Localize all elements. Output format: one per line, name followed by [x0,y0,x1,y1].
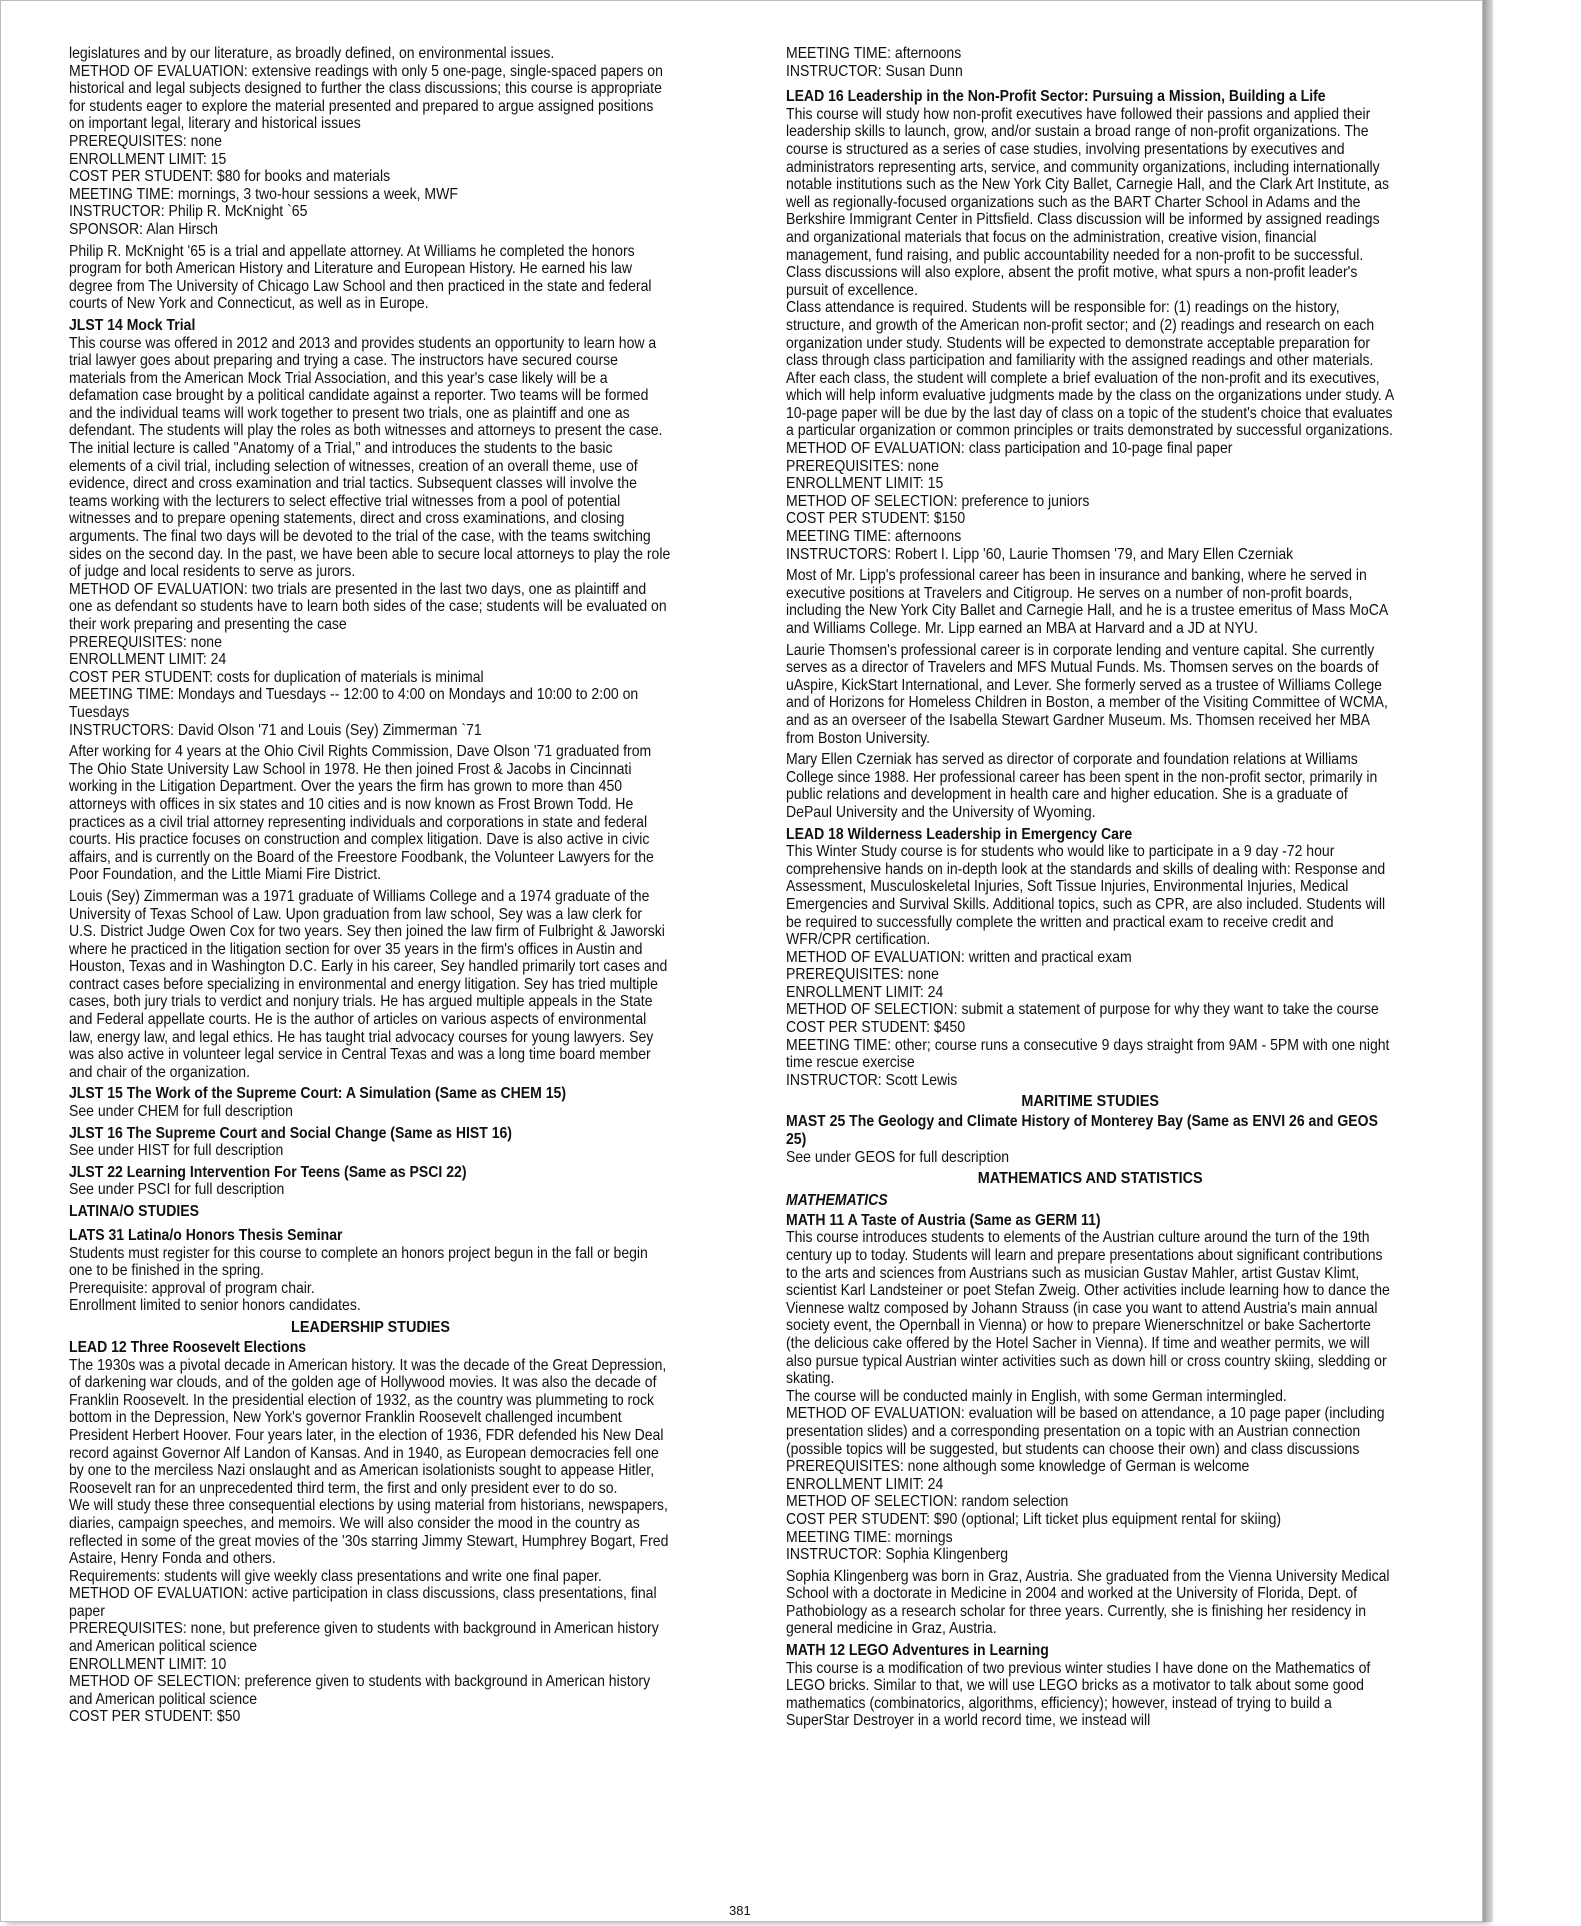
course-block-lead16 [786,106,1394,563]
field-meeting: MEETING TIME: Mondays and Tuesdays -- 12:00 to 4:00 on Mondays and 10:00 to 2:00 on Tuesdays [69,686,639,721]
course-title-math11: MATH 11 A Taste of Austria (Same as GERM 11) [786,1211,1101,1229]
intro-block [69,45,672,239]
field-meeting: MEETING TIME: afternoons [786,528,962,546]
intro-text: legislatures and by our literature, as broadly defined, on environmental issues. [69,45,555,62]
section-heading-leadership: LEADERSHIP STUDIES [291,1318,450,1336]
course-title-lead16: LEAD 16 Leadership in the Non-Profit Sector: Pursuing a Mission, Building a Life [786,88,1326,106]
field-enrollment: ENROLLMENT LIMIT: 10 [69,1655,227,1673]
field-cost: COST PER STUDENT: $450 [786,1019,966,1037]
field-enrollment: ENROLLMENT LIMIT: 24 [786,1475,944,1493]
field-instructors: INSTRUCTORS: David Olson '71 and Louis (Sey) Zimmerman `71 [69,721,482,739]
instructor-bio: Laurie Thomsen's professional career is in corporate lending and venture capital. She currently serves as a director of Travelers and MFS Mutual Funds. Ms. Thomsen serves on the boards of uAspire, KickStart International, and Lever. She formerly served as a trustee of Williams College and of Horizons for Homeless Children in Boston, a member of the Visiting Committee of WCMA, and as an overseer of the Isabella Stewart Gardner Museum. Ms. Thomsen received her MBA from Boston University. [786,641,1388,747]
field-selection: METHOD OF SELECTION: submit a statement of purpose for why they want to take the course [786,1001,1379,1019]
course-description: This course introduces students to elements of the Austrian culture around the turn of the 19th century up to today. Students will learn and prepare presentations about significant contributions to the arts and sciences from Austrians such as musician Gustav Mahler, artist Gustav Klimt, scientist Karl Landsteiner or poet Stefan Zweig. Other activities include learning how to dance the Viennese waltz composed by Johann Strauss (in case you want to attend Austria's main annual society event, the Opernball in Vienna) or how to prepare Wienerschnitzel or bake Sachertorte (the delicious cake offered by the Hotel Sacher in Vienna). If time and weather permits, we will also pursue typical Austrian winter activities such as down hill or cross country skiing, sledding or skating. [786,1229,1390,1388]
course-block-jlst14 [69,335,672,740]
field-prerequisites: PREREQUISITES: none [786,457,939,475]
field-enrollment: ENROLLMENT LIMIT: 24 [786,983,944,1001]
course-title-lats31: LATS 31 Latina/o Honors Thesis Seminar [69,1227,343,1244]
field-evaluation: METHOD OF EVALUATION: extensive readings with only 5 one-page, single-spaced papers on historical and legal subjects designed to further the class discussions; this course is appropriate for students eager to explore the material presented and prepared to argue assigned positions on important legal, literary and historical issues [69,62,663,133]
course-description: The course will be conducted mainly in English, with some German intermingled. [786,1387,1287,1405]
course-block-lead12 [69,1357,672,1726]
field-meeting: MEETING TIME: mornings [786,1528,953,1546]
continued-block [786,45,1394,80]
field-meeting: MEETING TIME: other; course runs a consecutive 9 days straight from 9AM - 5PM with one night time rescue exercise [786,1036,1390,1072]
field-prerequisites: PREREQUISITES: none although some knowledge of German is welcome [786,1458,1250,1476]
page-edge [1483,0,1493,1922]
right-column [786,45,1394,1734]
course-description: Class attendance is required. Students will be responsible for: (1) readings on the history, structure, and growth of the American non-profit sector; and (2) readings and research on each organization under study. Students will be expected to demonstrate acceptable preparation for class through class participation and familiarity with the assigned readings and other materials. After each class, the student will complete a brief evaluation of the non-profit and its executives, which will help inform evaluative judgments made by the class on the organizations under study. A 10-page paper will be due by the last day of class on a topic of the student's choice that evaluates a particular organization or common principles or traits demonstrated by successful organizations. [786,299,1394,440]
field-evaluation: METHOD OF EVALUATION: active participation in class discussions, class presentations, final paper [69,1585,657,1620]
field-evaluation: METHOD OF EVALUATION: written and practical exam [786,948,1132,966]
field-instructor: INSTRUCTOR: Sophia Klingenberg [786,1546,1009,1564]
course-description: Students must register for this course to complete an honors project begun in the fall or begin one to be finished in the spring. [69,1244,648,1280]
field-evaluation: METHOD OF EVALUATION: class participation and 10-page final paper [786,440,1233,458]
instructor-bio: After working for 4 years at the Ohio Civil Rights Commission, Dave Olson '71 graduated from The Ohio State University Law School in 1978. He then joined Frost & Jacobs in Cincinnati working in the Litigation Department. Over the years the firm has grown to more than 450 attorneys with offices in six states and 10 cities and is now known as Frost Brown Todd. He practices as a civil trial attorney representing individuals and corporations in state and federal courts. His practice focuses on construction and complex litigation. Dave is also active in civic affairs, and is currently on the Board of the Freestore Foodbank, the Volunteer Lawyers for the Poor Foundation, and the Little Miami Fire District. [69,743,654,884]
course-block-lead18 [786,843,1394,1089]
field-requirements: Requirements: students will give weekly class presentations and write one final paper. [69,1567,602,1585]
cross-reference: See under HIST for full description [69,1142,284,1160]
field-prerequisites: PREREQUISITES: none [786,966,939,984]
field-prerequisites: PREREQUISITES: none, but preference given to students with background in American history and American political science [69,1620,659,1656]
field-cost: COST PER STUDENT: costs for duplication of materials is minimal [69,668,484,686]
field-evaluation: METHOD OF EVALUATION: two trials are presented in the last two days, one as plaintiff and one as defendant so students have to learn both sides of the case; students will be evaluated on their work preparing and presenting the case [69,580,667,633]
cross-reference: See under CHEM for full description [69,1103,293,1121]
course-title-jlst14: JLST 14 Mock Trial [69,316,196,334]
field-cost: COST PER STUDENT: $80 for books and materials [69,168,391,186]
field-evaluation: METHOD OF EVALUATION: evaluation will be based on attendance, a 10 page paper (including presentation slides) and a corresponding presentation on a topic with an Austrian connection (possible topics will be suggested, but students can choose their own) and class discussions [786,1405,1385,1458]
course-prerequisite: Prerequisite: approval of program chair. [69,1279,315,1297]
course-description: This Winter Study course is for students who would like to participate in a 9 day -72 hour comprehensive hands on in-depth look at the standards and skills of dealing with: Response and Assessment, Musculoskeletal Injuries, Soft Tissue Injuries, Environmental Injuries, Medical Emergencies and Survival Skills. Additional topics, such as CPR, are also included. Students will be required to successfully complete the written and practical exam to receive credit and WFR/CPR certification. [786,843,1386,949]
field-sponsor: SPONSOR: Alan Hirsch [69,220,218,238]
field-enrollment: ENROLLMENT LIMIT: 24 [69,651,227,669]
field-meeting: MEETING TIME: mornings, 3 two-hour sessions a week, MWF [69,185,458,203]
cross-reference: See under PSCI for full description [69,1181,285,1199]
instructor-bio: Louis (Sey) Zimmerman was a 1971 graduate of Williams College and a 1974 graduate of the University of Texas School of Law. Upon graduation from law school, Sey was a law clerk for U.S. District Judge Owen Cox for two years. Sey then joined the law firm of Fulbright & Jaworski where he practiced in the litigation section for over 35 years in the firm's offices in Austin and Houston, Texas and in Washington D.C. Early in his career, Sey handled primarily tort cases and contract cases before specializing in environmental and energy litigation. Sey has tried multiple cases, both jury trials to verdict and nonjury trials. He has argued multiple appeals in the State and Federal appellate courts. He is the author of articles on various aspects of environmental law, energy law, and legal ethics. He has taught trial advocacy courses for young lawyers. Sey was also active in volunteer legal service in Central Texas and was a long time board member and chair of the organization. [69,887,668,1081]
field-instructors: INSTRUCTORS: Robert I. Lipp '60, Laurie Thomsen '79, and Mary Ellen Czerniak [786,545,1294,563]
course-title-jlst16: JLST 16 The Supreme Court and Social Change (Same as HIST 16) [69,1124,512,1142]
section-heading-latina: LATINA/O STUDIES [69,1203,199,1220]
course-description: This course is a modification of two previous winter studies I have done on the Mathematics of LEGO bricks. Similar to that, we will use LEGO bricks as a motivator to talk about some good mathematics (combinatorics, algorithms, efficiency); however, instead of trying to build a SuperStar Destroyer in a world record time, we instead will [786,1659,1371,1730]
field-meeting: MEETING TIME: afternoons [786,45,962,62]
course-title-jlst22: JLST 22 Learning Intervention For Teens (Same as PSCI 22) [69,1163,467,1181]
instructor-bio: Philip R. McKnight '65 is a trial and appellate attorney. At Williams he completed the honors program for both American History and Literature and European History. He earned his law degree from The University of Chicago Law School and then practiced in the state and federal courts of New York and Connecticut, as well as in Europe. [69,242,652,313]
section-heading-math-stats: MATHEMATICS AND STATISTICS [977,1170,1203,1188]
course-description: This course was offered in 2012 and 2013 and provides students an opportunity to learn how a trial lawyer goes about preparing and trying a case. The instructors have secured course materials from the American Mock Trial Association, and this year's case likely will be a defamation case brought by a political candidate against a reporter. Two teams will be formed and the individual teams will work together to present two trials, one as plaintiff and one as defendant. The students will play the roles as both witnesses and attorneys to present the case. The initial lecture is called "Anatomy of a Trial," and introduces the students to the basic elements of a civil trial, including selection of witnesses, creation of an overall theme, use of evidence, direct and cross examination and trial tactics. Subsequent classes will involve the teams working with the lecturers to select effective trial witnesses from a pool of potential witnesses and to prepare opening statements, direct and cross examinations, and closing arguments. The final two days will be devoted to the trial of the case, with the teams switching sides on the second day. In the past, we have been able to secure local attorneys to play the role of judge and local residents to serve as jurors. [69,334,671,581]
field-enrollment: ENROLLMENT LIMIT: 15 [786,475,944,493]
course-title-mast25: MAST 25 The Geology and Climate History of Monterey Bay (Same as ENVI 26 and GEOS 25) [786,1113,1378,1149]
field-enrollment: ENROLLMENT LIMIT: 15 [69,150,227,168]
course-title-lead12: LEAD 12 Three Roosevelt Elections [69,1338,307,1356]
field-instructor: INSTRUCTOR: Philip R. McKnight `65 [69,203,308,221]
course-enrollment: Enrollment limited to senior honors candidates. [69,1297,361,1315]
cross-reference: See under GEOS for full description [786,1148,1010,1166]
instructor-bio: Sophia Klingenberg was born in Graz, Austria. She graduated from the Vienna University Medical School with a doctorate in Medicine in 2004 and worked at the University of Florida, Dept. of Pathobiology as a research scholar for three years. Currently, she is finishing her residency in general medicine in Graz, Austria. [786,1567,1390,1638]
field-selection: METHOD OF SELECTION: preference to juniors [786,492,1090,510]
course-description: We will study these three consequential elections by using material from historians, newspapers, diaries, campaign speeches, and memoirs. We will also consider the mood in the country as reflected in some of the great movies of the '30s starring Jimmy Stewart, Humphrey Bogart, Fred Astaire, Henry Fonda and others. [69,1497,669,1568]
field-selection: METHOD OF SELECTION: preference given to students with background in American history and American political science [69,1673,651,1708]
field-instructor: INSTRUCTOR: Scott Lewis [786,1071,958,1089]
subsection-heading-mathematics: MATHEMATICS [786,1192,888,1210]
course-block-math11 [786,1229,1394,1563]
field-cost: COST PER STUDENT: $50 [69,1708,241,1726]
course-title-lead18: LEAD 18 Wilderness Leadership in Emergency Care [786,825,1133,843]
instructor-bio: Mary Ellen Czerniak has served as director of corporate and foundation relations at Williams College since 1988. Her professional career has been spent in the non-profit sector, primarily in public relations and development in health care and higher education. She is a graduate of DePaul University and the University of Wyoming. [786,751,1378,821]
field-prerequisites: PREREQUISITES: none [69,132,222,150]
page-number: 381 [729,1903,751,1918]
field-prerequisites: PREREQUISITES: none [69,633,222,651]
section-heading-maritime: MARITIME STUDIES [1021,1093,1159,1111]
field-instructor: INSTRUCTOR: Susan Dunn [786,62,963,80]
field-selection: METHOD OF SELECTION: random selection [786,1493,1069,1511]
left-column [69,45,672,1730]
course-description: This course will study how non-profit executives have followed their passions and applied their leadership skills to launch, grow, and/or sustain a broad range of non-profit organizations. The course is structured as a series of case studies, involving presentations by executives and administrators representing arts, service, and community organizations, including internationally notable institutions such as the New York City Ballet, Carnegie Hall, and the Clark Art Institute, as well as regionally-focused organizations such as the BART Charter School in Adams and the Berkshire Immigrant Center in Pittsfield. Class discussion will be informed by assigned readings and organizational materials that focus on the administration, creative vision, financial management, fund raising, and public accountability needed for a non-profit to be successful. Class discussions will also explore, absent the profit motive, what spurs a non-profit leader's pursuit of excellence. [786,105,1390,299]
course-title-jlst15: JLST 15 The Work of the Supreme Court: A Simulation (Same as CHEM 15) [69,1085,567,1103]
instructor-bio: Most of Mr. Lipp's professional career has been in insurance and banking, where he served in executive positions at Travelers and Citigroup. He serves on a number of non-profit boards, including the New York City Ballet and Carnegie Hall, and he is a trustee emeritus of Mass MoCA and Williams College. Mr. Lipp earned an MBA at Harvard and a JD at NYU. [786,567,1388,637]
course-block-lats31 [69,1245,672,1315]
field-cost: COST PER STUDENT: $90 (optional; Lift ticket plus equipment rental for skiing) [786,1510,1282,1528]
course-title-math12: MATH 12 LEGO Adventures in Learning [786,1642,1049,1660]
field-cost: COST PER STUDENT: $150 [786,510,966,528]
course-description: The 1930s was a pivotal decade in American history. It was the decade of the Great Depression, of darkening war clouds, and of the golden age of Hollywood movies. It was also the decade of Franklin Roosevelt. In the presidential election of 1932, as the country was plummeting to rock bottom in the Depression, New York's governor Franklin Roosevelt challenged incumbent President Herbert Hoover. Four years later, in the election of 1936, FDR defended his New Deal record against Governor Alf Landon of Kansas. And in 1940, as European democracies fell one by one to the merciless Nazi onslaught and as American isolationists sought to appease Hitler, Roosevelt ran for an unprecedented third term, the first and only president ever to do so. [69,1356,667,1497]
